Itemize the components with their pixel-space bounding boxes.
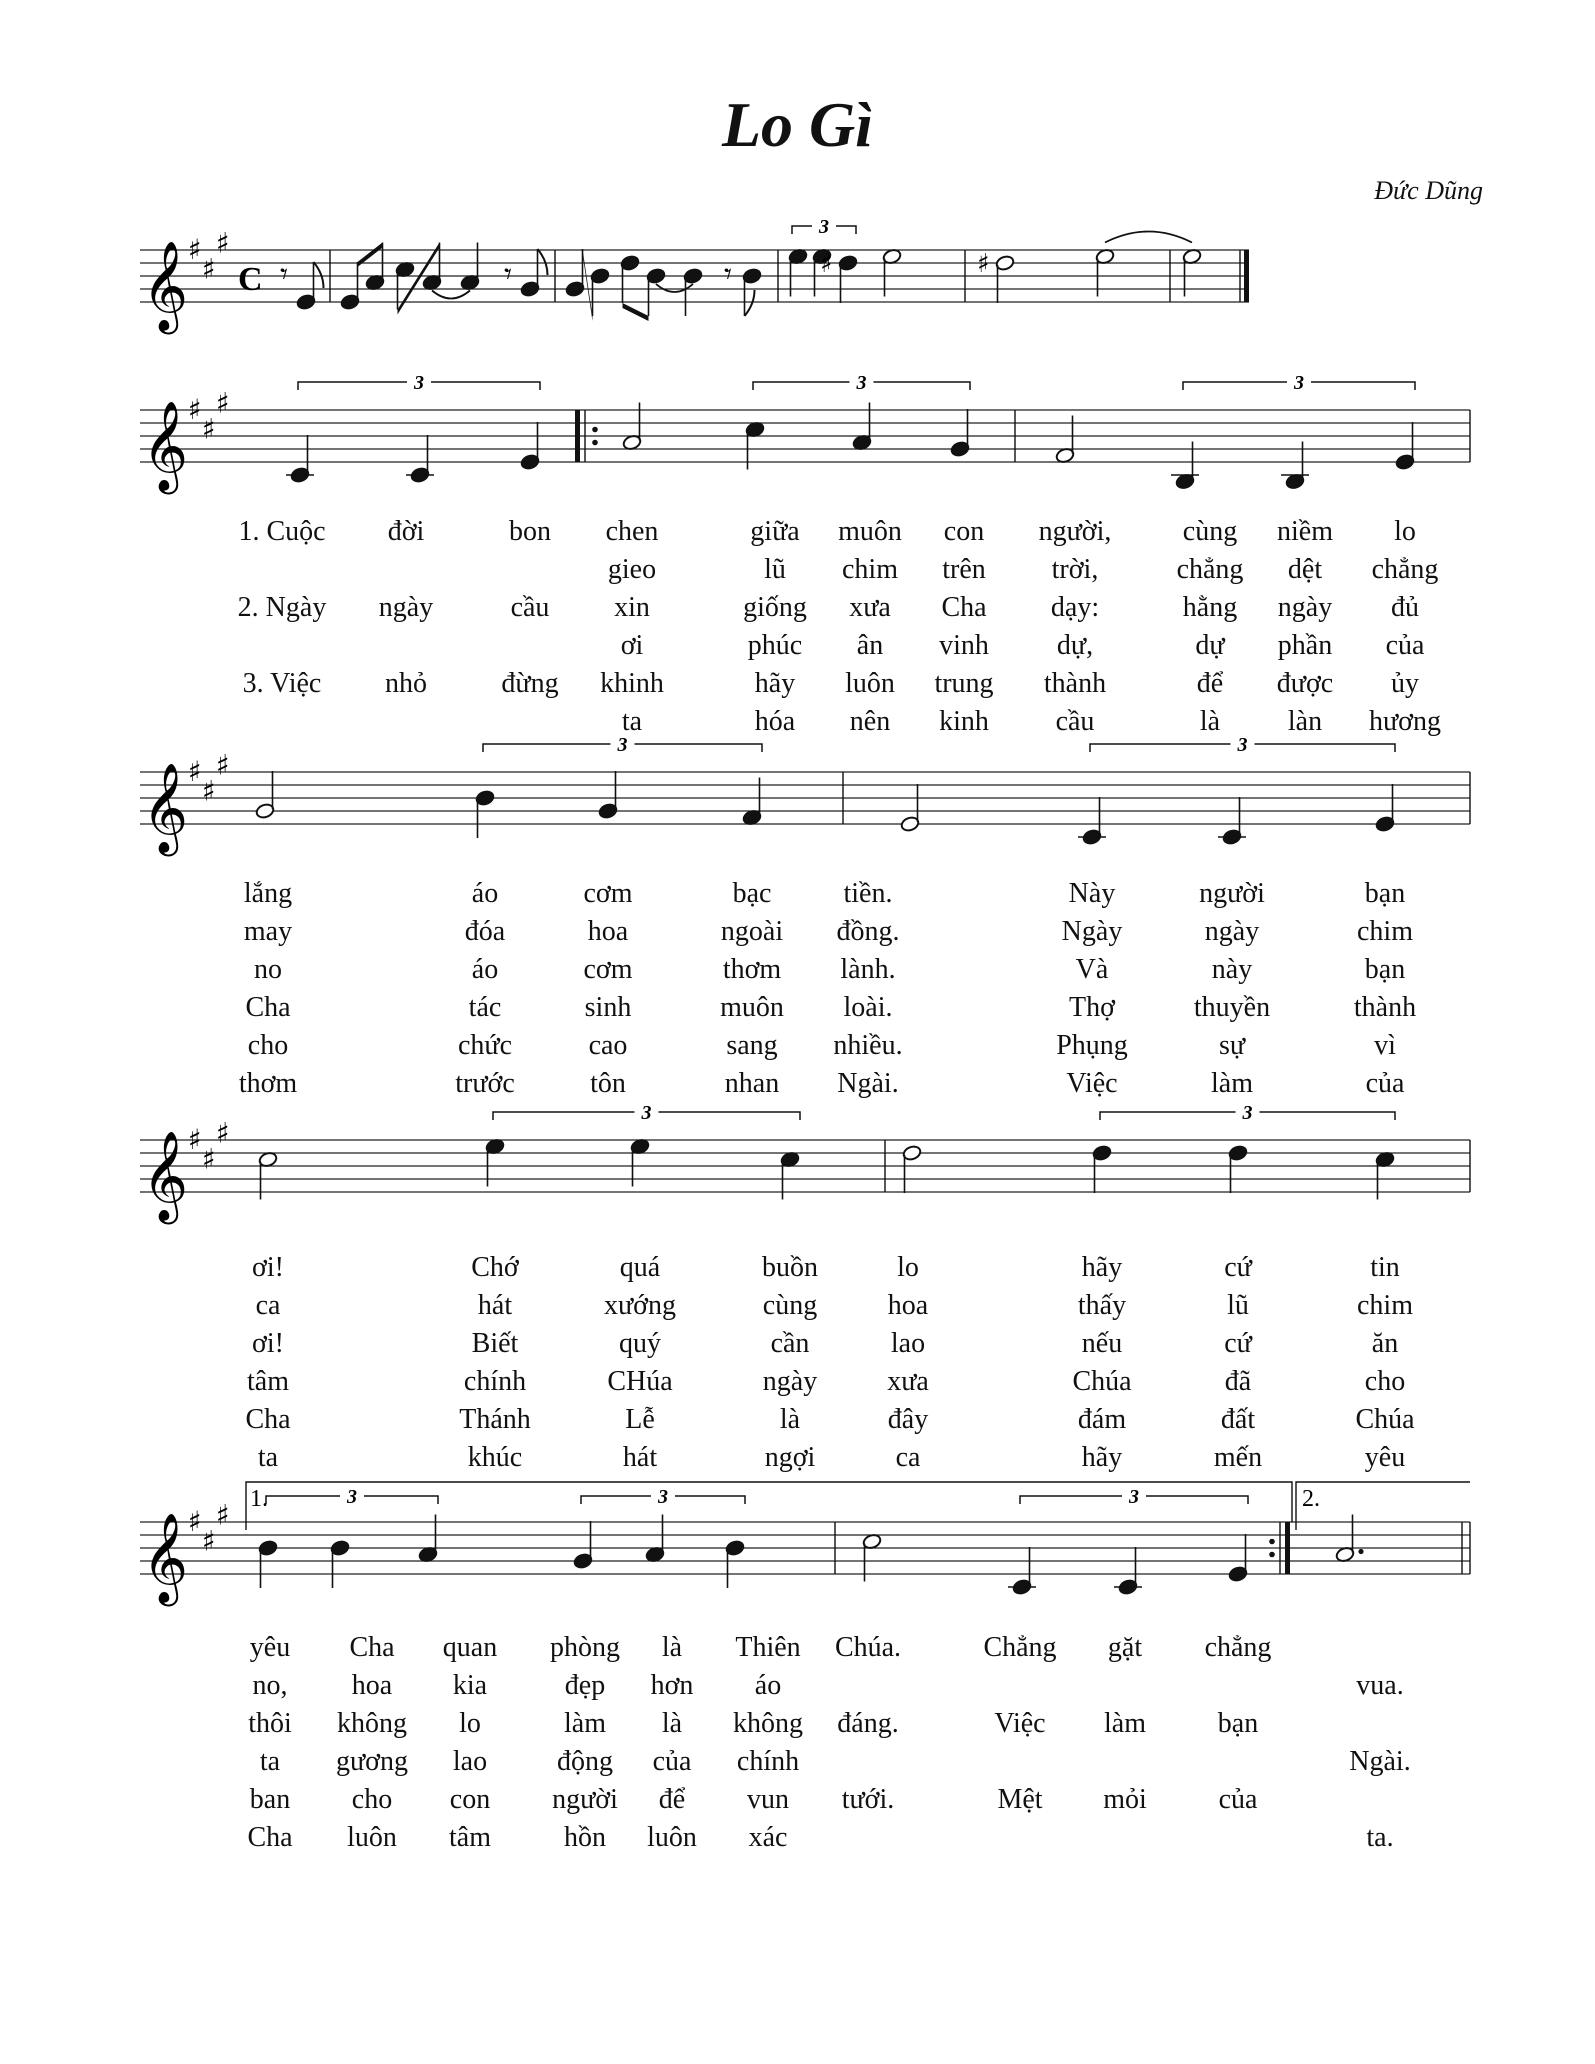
lyric-syllable: hãy	[1081, 1442, 1123, 1473]
lyric-syllable: xác	[748, 1822, 788, 1853]
lyric-line	[0, 1252, 1595, 1290]
lyric-syllable: ta	[621, 706, 643, 737]
sharp-icon: ♯	[216, 748, 230, 782]
lyric-syllable: trên	[942, 554, 986, 585]
lyric-syllable: động	[557, 1746, 613, 1777]
lyric-syllable: xưa	[887, 1366, 929, 1397]
lyric-syllable: vun	[747, 1784, 789, 1815]
repeat-barline-thick	[1285, 1522, 1290, 1574]
lyric-syllable: thành	[1043, 668, 1107, 699]
sharp-icon: ♯	[188, 1123, 202, 1156]
lyric-syllable: thơm	[722, 954, 782, 985]
lyric-syllable: ơi!	[252, 1252, 284, 1283]
lyric-syllable: chẳng	[1204, 1632, 1272, 1663]
lyric-syllable: Mệt	[997, 1784, 1043, 1815]
lyric-line	[0, 668, 1595, 706]
tie-curve	[656, 284, 693, 292]
lyric-syllable: Chớ	[471, 1252, 519, 1283]
lyric-syllable: bạc	[732, 878, 772, 909]
tuplet-number: 3	[414, 372, 424, 394]
lyric-syllable: Cha	[245, 992, 291, 1023]
lyric-syllable: bon	[509, 516, 551, 547]
lyric-syllable: ngợi	[764, 1442, 816, 1473]
lyric-syllable: đủ	[1391, 592, 1419, 623]
lyric-line	[0, 1632, 1595, 1670]
tie-curve	[1105, 232, 1192, 243]
lyric-syllable: tin	[1370, 1252, 1400, 1283]
lyric-syllable: lắng	[243, 878, 293, 909]
lyric-syllable: thấy	[1077, 1290, 1127, 1321]
lyric-syllable: ngày	[1277, 592, 1333, 623]
lyric-syllable: trời,	[1051, 554, 1099, 585]
tuplet-number: 3	[1294, 372, 1304, 394]
lyric-syllable: hồn	[564, 1822, 606, 1853]
lyric-syllable: người,	[1038, 516, 1112, 547]
lyric-line	[0, 878, 1595, 916]
treble-clef-icon: 𝄞	[142, 1513, 189, 1603]
lyric-syllable: phần	[1277, 630, 1333, 661]
lyric-syllable: không	[337, 1708, 407, 1739]
tie-curve	[432, 291, 470, 299]
lyric-syllable: Ngài.	[1349, 1746, 1411, 1777]
lyric-line	[0, 1290, 1595, 1328]
lyric-syllable: không	[733, 1708, 803, 1739]
lyric-syllable: Và	[1075, 954, 1109, 985]
lyric-syllable: ủy	[1391, 668, 1419, 699]
lyric-syllable: ngày	[378, 592, 434, 623]
sharp-icon: ♯	[216, 226, 230, 260]
lyric-syllable: muôn	[838, 516, 902, 547]
lyric-syllable: là	[661, 1632, 683, 1663]
lyric-syllable: may	[243, 916, 293, 947]
lyric-line	[0, 954, 1595, 992]
lyric-syllable: con	[943, 516, 985, 547]
lyric-syllable: cho	[1364, 1366, 1406, 1397]
lyric-syllable: tôn	[590, 1068, 626, 1099]
lyric-line	[0, 1442, 1595, 1480]
lyric-syllable: cầu	[1055, 706, 1095, 737]
volta-label-2: 2.	[1302, 1486, 1320, 1512]
lyric-syllable: no	[254, 954, 282, 985]
lyric-syllable: nhỏ	[385, 668, 427, 699]
lyric-syllable: cần	[770, 1328, 810, 1359]
lyric-syllable: gieo	[607, 554, 657, 585]
lyric-syllable: Chúa.	[834, 1632, 902, 1663]
lyric-syllable: đây	[887, 1404, 929, 1435]
lyric-syllable: bạn	[1217, 1708, 1259, 1739]
sharp-icon: ♯	[202, 1142, 216, 1176]
lyric-syllable: chẳng	[1176, 554, 1244, 585]
lyric-syllable: lao	[890, 1328, 926, 1359]
lyric-syllable: ơi!	[252, 1328, 284, 1359]
lyric-syllable: chim	[1357, 1290, 1413, 1321]
lyric-syllable: Thiên	[735, 1632, 801, 1663]
final-barline	[1244, 250, 1249, 302]
tuplet-number: 3	[347, 1486, 357, 1508]
lyrics-system-3	[0, 878, 1595, 1106]
lyric-syllable: xướng	[604, 1290, 676, 1321]
lyric-syllable: Này	[1068, 878, 1116, 909]
lyric-syllable: Ngày	[1061, 916, 1123, 947]
lyric-syllable: cầu	[510, 592, 550, 623]
tuplet-number: 3	[641, 1102, 652, 1124]
lyric-syllable: ta.	[1366, 1822, 1394, 1853]
lyric-syllable: giữa	[750, 516, 800, 547]
lyric-syllable: tác	[468, 992, 502, 1023]
lyric-syllable: lao	[452, 1746, 488, 1777]
lyric-line	[0, 1404, 1595, 1442]
lyric-syllable: Chẳng	[983, 1632, 1057, 1663]
lyric-syllable: phòng	[550, 1632, 620, 1663]
lyric-syllable: lũ	[764, 554, 786, 585]
sharp-icon: ♯	[188, 393, 202, 426]
lyric-syllable: Cha	[349, 1632, 395, 1663]
note-beam	[623, 303, 649, 321]
volta-label-1: 1.	[250, 1486, 268, 1512]
song-title: Lo Gì	[721, 89, 874, 160]
eighth-rest-icon: 𝄾	[724, 257, 732, 292]
lyric-syllable: mến	[1213, 1442, 1263, 1473]
lyric-syllable: đất	[1220, 1404, 1256, 1435]
lyric-syllable: dự,	[1056, 630, 1094, 661]
staff-system-3	[0, 734, 1595, 862]
sharp-icon: ♯	[977, 249, 990, 279]
volta-bracket-2	[1296, 1482, 1470, 1530]
lyric-syllable: vì	[1374, 1030, 1396, 1061]
lyric-syllable: cơm	[583, 878, 633, 909]
tuplet-number: 3	[658, 1486, 668, 1508]
lyric-syllable: sang	[726, 1030, 778, 1061]
lyric-syllable: Thánh	[459, 1404, 531, 1435]
lyric-syllable: người	[1199, 878, 1265, 909]
lyric-syllable: yêu	[1364, 1442, 1406, 1473]
lyric-line	[0, 1708, 1595, 1746]
lyric-line	[0, 1784, 1595, 1822]
lyric-syllable: cùng	[1182, 516, 1238, 547]
lyric-syllable: quý	[619, 1328, 661, 1359]
staff-system-2	[0, 372, 1595, 500]
sharp-icon: ♯	[188, 755, 202, 788]
lyric-syllable: đóa	[464, 916, 506, 947]
lyric-syllable: luôn	[347, 1822, 397, 1853]
lyric-line	[0, 1366, 1595, 1404]
lyric-syllable: niềm	[1277, 516, 1333, 547]
lyric-syllable: của	[1218, 1784, 1258, 1815]
repeat-dot	[592, 440, 598, 446]
lyric-syllable: phúc	[747, 630, 803, 661]
lyric-syllable: hãy	[1081, 1252, 1123, 1283]
lyric-syllable: Biết	[471, 1328, 519, 1359]
lyric-line	[0, 1746, 1595, 1784]
lyric-syllable: lo	[1394, 516, 1416, 547]
lyric-syllable: áo	[471, 954, 499, 985]
sharp-icon: ♯	[202, 412, 216, 446]
lyric-syllable: xin	[614, 592, 650, 623]
sharp-icon: ♯	[216, 386, 230, 420]
lyric-syllable: của	[1385, 630, 1425, 661]
eighth-rest-icon: 𝄾	[504, 257, 512, 292]
lyric-syllable: của	[652, 1746, 692, 1777]
eighth-rest-icon: 𝄾	[280, 257, 288, 292]
lyric-syllable: đừng	[501, 668, 559, 699]
repeat-dot	[592, 427, 598, 433]
lyric-syllable: người	[552, 1784, 618, 1815]
lyric-syllable: kia	[452, 1670, 488, 1701]
lyric-syllable: thơm	[238, 1068, 298, 1099]
lyric-syllable: hát	[622, 1442, 658, 1473]
staff-system-5	[0, 1486, 1595, 1612]
lyrics-system-2	[0, 516, 1595, 744]
note-flag	[745, 290, 755, 316]
lyric-syllable: để	[658, 1784, 686, 1815]
lyric-syllable: nên	[849, 706, 891, 737]
lyric-line	[0, 916, 1595, 954]
lyric-syllable: làm	[1104, 1708, 1146, 1739]
lyric-syllable: làm	[1211, 1068, 1253, 1099]
lyric-syllable: Việc	[994, 1708, 1046, 1739]
note-dot	[1358, 1549, 1363, 1554]
lyric-syllable: vinh	[939, 630, 989, 661]
lyric-syllable: thuyền	[1193, 992, 1271, 1023]
lyric-line	[0, 554, 1595, 592]
lyric-syllable: hương	[1369, 706, 1441, 737]
lyric-line	[0, 1328, 1595, 1366]
lyric-syllable: hát	[477, 1290, 513, 1321]
lyric-syllable: xưa	[849, 592, 891, 623]
lyric-syllable: tiền.	[843, 878, 893, 909]
lyric-line	[0, 630, 1595, 668]
lyric-syllable: hơn	[650, 1670, 694, 1701]
lyric-syllable: hóa	[754, 706, 796, 737]
lyric-syllable: tưới.	[841, 1784, 895, 1815]
lyric-syllable: Cha	[941, 592, 987, 623]
lyric-syllable: này	[1211, 954, 1253, 985]
lyric-line	[0, 1822, 1595, 1860]
tuplet-number: 3	[1237, 734, 1248, 756]
lyric-syllable: chính	[463, 1366, 527, 1397]
lyric-syllable: cùng	[762, 1290, 818, 1321]
lyric-line	[0, 1670, 1595, 1708]
repeat-barline-thick	[575, 410, 580, 462]
lyric-syllable: lũ	[1227, 1290, 1249, 1321]
lyric-syllable: đời	[387, 516, 425, 547]
lyric-line	[0, 706, 1595, 744]
lyric-syllable: làm	[564, 1708, 606, 1739]
lyric-syllable: chức	[457, 1030, 513, 1061]
lyric-syllable: luôn	[845, 668, 895, 699]
repeat-dot	[1269, 1552, 1275, 1558]
lyric-syllable: dệt	[1287, 554, 1323, 585]
lyrics-system-4	[0, 1252, 1595, 1480]
lyric-syllable: luôn	[647, 1822, 697, 1853]
lyric-syllable: ca	[255, 1290, 281, 1321]
lyric-syllable: CHúa	[607, 1366, 673, 1397]
lyric-syllable: loài.	[843, 992, 893, 1023]
lyric-syllable: kinh	[939, 706, 989, 737]
lyric-syllable: tâm	[247, 1366, 289, 1397]
lyric-syllable: ngày	[1204, 916, 1260, 947]
lyric-syllable: hoa	[351, 1670, 393, 1701]
lyrics-system-5	[0, 1632, 1595, 1860]
lyric-syllable: đám	[1077, 1404, 1127, 1435]
lyric-syllable: gương	[336, 1746, 408, 1777]
lyric-line	[0, 1030, 1595, 1068]
lyric-syllable: ngày	[762, 1366, 818, 1397]
lyric-syllable: buồn	[762, 1252, 818, 1283]
lyric-syllable: nhan	[724, 1068, 780, 1099]
lyric-syllable: để	[1196, 668, 1224, 699]
treble-clef-icon: 𝄞	[142, 1131, 189, 1221]
note-flag	[314, 262, 324, 288]
lyric-syllable: hằng	[1182, 592, 1238, 623]
note-beam	[583, 249, 593, 321]
lyric-line	[0, 1068, 1595, 1106]
lyric-syllable: chính	[736, 1746, 800, 1777]
lyric-syllable: ta	[257, 1442, 279, 1473]
lyric-syllable: mỏi	[1103, 1784, 1147, 1815]
lyric-syllable: giống	[743, 592, 807, 623]
lyric-syllable: cho	[351, 1784, 393, 1815]
lyric-syllable: áo	[471, 878, 499, 909]
lyric-syllable: nếu	[1081, 1328, 1123, 1359]
sharp-icon: ♯	[216, 1498, 230, 1532]
lyric-syllable: ta	[259, 1746, 281, 1777]
lyric-syllable: đã	[1224, 1366, 1252, 1397]
repeat-dot	[1269, 1539, 1275, 1545]
lyric-syllable: chim	[842, 554, 898, 585]
lyric-syllable: là	[661, 1708, 683, 1739]
treble-clef-icon: 𝄞	[142, 763, 189, 853]
lyric-syllable: cao	[588, 1030, 628, 1061]
lyric-syllable: vua.	[1356, 1670, 1404, 1701]
lyric-syllable: Lễ	[625, 1404, 655, 1435]
lyric-syllable: lo	[897, 1252, 919, 1283]
lyric-syllable: gặt	[1107, 1632, 1143, 1663]
lyric-syllable: muôn	[720, 992, 784, 1023]
lyric-syllable: con	[449, 1784, 491, 1815]
lyric-syllable: đồng.	[836, 916, 900, 947]
staff-system-1	[0, 216, 1595, 340]
lyric-syllable: là	[779, 1404, 801, 1435]
lyric-syllable: Chúa	[1072, 1366, 1132, 1397]
lyric-syllable: ơi	[620, 630, 644, 661]
sharp-icon: ♯	[202, 1524, 216, 1558]
lyric-line	[0, 592, 1595, 630]
lyric-syllable: của	[1365, 1068, 1405, 1099]
lyric-syllable: ca	[895, 1442, 921, 1473]
treble-clef-icon: 𝄞	[142, 241, 189, 331]
lyric-syllable: Cha	[247, 1822, 293, 1853]
lyric-syllable: trước	[455, 1068, 515, 1099]
lyric-syllable: thành	[1353, 992, 1417, 1023]
lyric-syllable: ngoài	[720, 916, 784, 947]
lyric-syllable: Cha	[245, 1404, 291, 1435]
lyric-syllable: 3. Việc	[242, 668, 322, 699]
lyric-syllable: dạy:	[1050, 592, 1100, 623]
lyric-syllable: chen	[605, 516, 659, 547]
lyric-syllable: lo	[459, 1708, 481, 1739]
lyric-syllable: no,	[252, 1670, 288, 1701]
lyric-syllable: Thợ	[1069, 992, 1115, 1023]
lyric-syllable: 2. Ngày	[237, 592, 327, 623]
lyric-syllable: chim	[1357, 916, 1413, 947]
lyric-syllable: thôi	[248, 1708, 292, 1739]
tuplet-number: 3	[819, 216, 829, 238]
lyric-syllable: cứ	[1224, 1328, 1252, 1359]
lyric-syllable: trung	[934, 668, 994, 699]
lyric-syllable: dự	[1195, 630, 1225, 661]
lyric-syllable: đẹp	[564, 1670, 606, 1701]
lyric-syllable: ăn	[1371, 1328, 1399, 1359]
staff-mask	[1249, 220, 1595, 340]
lyric-syllable: 1. Cuộc	[238, 516, 326, 547]
lyric-syllable: yêu	[249, 1632, 291, 1663]
lyric-syllable: hoa	[887, 1290, 929, 1321]
lyric-syllable: khinh	[600, 668, 664, 699]
lyric-syllable: đáng.	[837, 1708, 899, 1739]
lyric-syllable: khúc	[467, 1442, 523, 1473]
lyric-syllable: quan	[442, 1632, 498, 1663]
lyric-syllable: bạn	[1364, 954, 1406, 985]
lyric-syllable: Ngài.	[837, 1068, 899, 1099]
composer-name: Đức Dũng	[1374, 176, 1483, 205]
lyric-syllable: hoa	[587, 916, 629, 947]
lyric-syllable: cho	[247, 1030, 289, 1061]
lyric-syllable: lành.	[840, 954, 896, 985]
sharp-icon: ♯	[202, 774, 216, 808]
note-flag	[538, 249, 548, 275]
lyric-syllable: Phụng	[1056, 1030, 1128, 1061]
tuplet-number: 3	[617, 734, 628, 756]
lyric-syllable: sự	[1218, 1030, 1246, 1061]
lyric-syllable: sinh	[584, 992, 632, 1023]
lyric-syllable: hãy	[754, 668, 796, 699]
lyric-syllable: ban	[249, 1784, 291, 1815]
tuplet-number: 3	[1242, 1102, 1253, 1124]
staff-system-4	[0, 1102, 1595, 1230]
lyric-syllable: Chúa	[1355, 1404, 1415, 1435]
sharp-icon: ♯	[216, 1116, 230, 1150]
lyric-line	[0, 992, 1595, 1030]
lyric-syllable: làn	[1287, 706, 1323, 737]
lyric-syllable: cơm	[583, 954, 633, 985]
lyric-syllable: là	[1199, 706, 1221, 737]
lyric-syllable: ân	[856, 630, 884, 661]
time-signature-common: C	[238, 261, 263, 298]
lyric-syllable: áo	[754, 1670, 782, 1701]
sharp-icon: ♯	[188, 233, 202, 266]
lyric-syllable: được	[1276, 668, 1334, 699]
lyric-syllable: chẳng	[1371, 554, 1439, 585]
lyric-syllable: cứ	[1224, 1252, 1252, 1283]
lyric-line	[0, 516, 1595, 554]
lyric-syllable: bạn	[1364, 878, 1406, 909]
lyric-syllable: Việc	[1066, 1068, 1118, 1099]
sharp-icon: ♯	[202, 252, 216, 286]
sharp-icon: ♯	[188, 1505, 202, 1538]
lyric-syllable: quá	[619, 1252, 661, 1283]
lyric-syllable: tâm	[449, 1822, 491, 1853]
tuplet-number: 3	[856, 372, 867, 394]
tuplet-number: 3	[1129, 1486, 1139, 1508]
treble-clef-icon: 𝄞	[142, 401, 189, 491]
sharp-icon: ♯	[820, 249, 833, 279]
lyric-syllable: nhiều.	[833, 1030, 903, 1061]
